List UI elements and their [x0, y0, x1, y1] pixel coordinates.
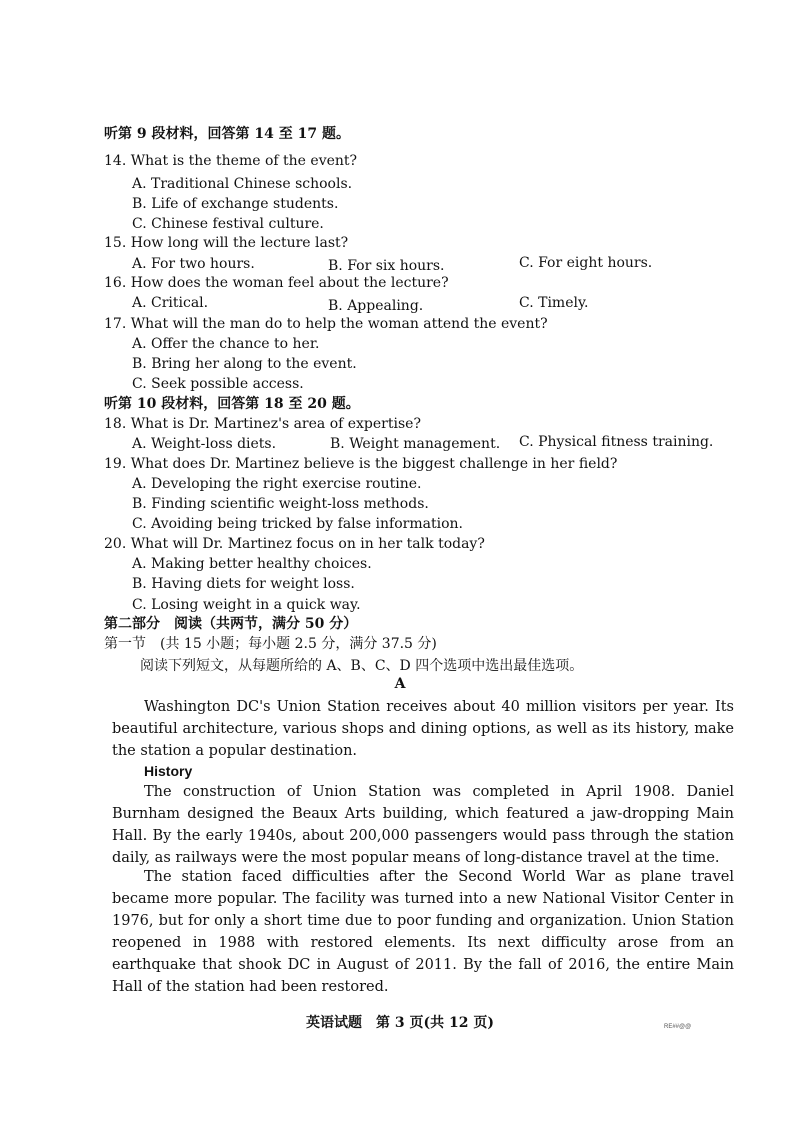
print-code-mark: RE##@@ [664, 1024, 692, 1030]
history-heading: History [144, 763, 193, 779]
part2-section1: 第一节 (共 15 小题；每小题 2.5 分，满分 37.5 分) [104, 636, 437, 652]
question-17: 17. What will the man do to help the woman attend the event? [104, 316, 548, 332]
q14-option-c: C. Chinese festival culture. [132, 216, 324, 232]
passage-paragraph-1: Washington DC's Union Station receives about 40 million visitors per year. Its beautiful architecture, various shops and dining options, as well as its history, make the station a popular destination. [112, 699, 734, 759]
q19-option-a: A. Developing the right exercise routine. [132, 476, 422, 492]
question-20: 20. What will Dr. Martinez focus on in her talk today? [104, 536, 485, 552]
q20-option-b: B. Having diets for weight loss. [132, 576, 355, 592]
q20-option-c: C. Losing weight in a quick way. [132, 597, 361, 613]
q20-option-a: A. Making better healthy choices. [132, 556, 372, 572]
part2-title: 第二部分 阅读（共两节，满分 50 分） [104, 616, 358, 632]
q16-option-b: B. Appealing. [328, 298, 424, 314]
question-15: 15. How long will the lecture last? [104, 235, 349, 251]
question-19: 19. What does Dr. Martinez believe is the biggest challenge in her field? [104, 456, 618, 472]
q18-option-a: A. Weight-loss diets. [132, 436, 277, 452]
passage-paragraph-3: The station faced difficulties after the Second World War as plane travel became more popular. The facility was turned into a new National Visitor Center in 1976, but for only a short time due to poor funding and organization. Union Station reopened in 1988 with restored elements. Its next difficulty arose from an earthquake that shook DC in August of 2011. By the fall of 2016, the entire Main Hall of the station had been restored. [112, 869, 734, 995]
q17-option-b: B. Bring her along to the event. [132, 356, 357, 372]
q17-option-a: A. Offer the chance to her. [132, 336, 320, 352]
q15-option-b: B. For six hours. [328, 258, 445, 274]
q16-option-c: C. Timely. [519, 295, 589, 311]
q15-option-a: A. For two hours. [132, 256, 255, 272]
q19-option-b: B. Finding scientific weight-loss methods. [132, 496, 429, 512]
part2-instruction: 阅读下列短文，从每题所给的 A、B、C、D 四个选项中选出最佳选项。 [140, 658, 584, 674]
q19-option-c: C. Avoiding being tricked by false information. [132, 516, 463, 532]
question-16: 16. How does the woman feel about the lecture? [104, 275, 449, 291]
page-footer: 英语试题 第 3 页(共 12 页) [306, 1015, 494, 1031]
q17-option-c: C. Seek possible access. [132, 376, 304, 392]
q14-option-b: B. Life of exchange students. [132, 196, 339, 212]
section-header-9: 听第 9 段材料，回答第 14 至 17 题。 [104, 126, 350, 142]
section-header-10: 听第 10 段材料，回答第 18 至 20 题。 [104, 396, 360, 412]
q14-option-a: A. Traditional Chinese schools. [132, 176, 353, 192]
q18-option-b: B. Weight management. [330, 436, 501, 452]
q16-option-a: A. Critical. [132, 295, 209, 311]
q15-option-c: C. For eight hours. [519, 255, 653, 271]
question-18: 18. What is Dr. Martinez's area of expertise? [104, 416, 421, 432]
q18-option-c: C. Physical fitness training. [519, 434, 714, 450]
question-14: 14. What is the theme of the event? [104, 153, 358, 169]
passage-paragraph-2: The construction of Union Station was completed in April 1908. Daniel Burnham designed the Beaux Arts building, which featured a jaw-dropping Main Hall. By the early 1940s, about 200,000 passengers would pass through the station daily, as railways were the most popular means of long-distance travel at the time. [112, 784, 734, 866]
passage-letter: A [394, 676, 406, 692]
